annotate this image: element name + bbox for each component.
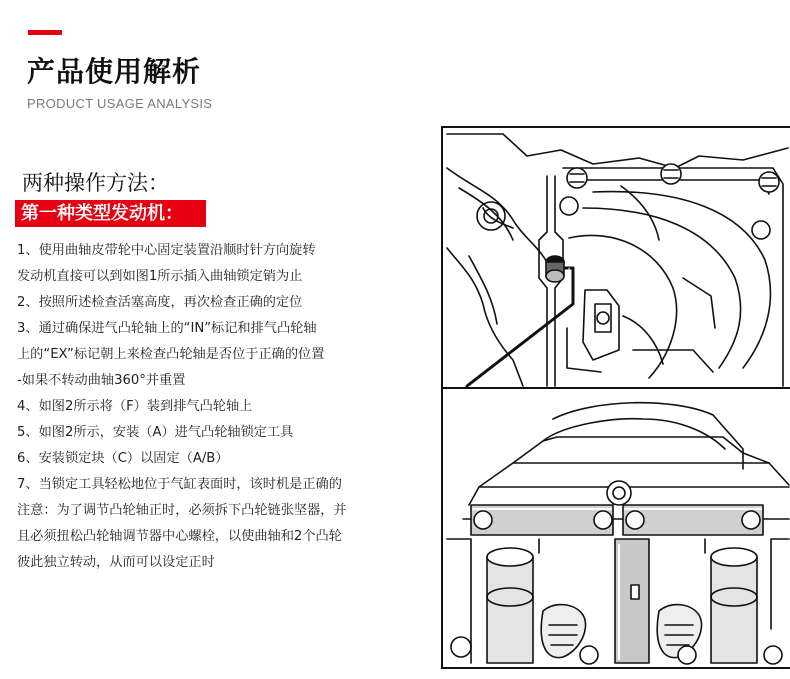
page-title: 产品使用解析: [27, 55, 202, 88]
methods-heading: 两种操作方法：: [22, 171, 169, 195]
title-accent-bar: [28, 30, 62, 35]
step-line: 1、使用曲轴皮带轮中心固定装置沿顺时针方向旋转: [17, 243, 316, 258]
step-line: 上的“EX”标记朝上来检查凸轮轴是否位于正确的位置: [17, 347, 325, 362]
step-line: 2、按照所述检查活塞高度，再次检查正确的定位: [17, 295, 303, 310]
step-line: 6、安装锁定块（C）以固定（A/B）: [17, 451, 229, 466]
step-line: 3、通过确保进气凸轮轴上的“IN”标记和排气凸轮轴: [17, 321, 317, 336]
step-line: 4、如图2所示将（F）装到排气凸轮轴上: [17, 399, 253, 414]
step-line: 7、当锁定工具轻松地位于气缸表面时，该时机是正确的: [17, 477, 342, 492]
step-line: 彼此独立转动，从而可以设定正时: [17, 555, 215, 570]
camshaft-locking-tool-illustration: [441, 387, 790, 669]
engine-crankshaft-locking-pin-illustration: [441, 126, 790, 390]
step-line: -如果不转动曲轴360°并重置: [17, 373, 186, 388]
instruction-steps: [17, 238, 437, 576]
step-line: 且必须扭松凸轮轴调节器中心螺栓，以使曲轴和2个凸轮: [17, 529, 342, 544]
engine-type-label: 第一种类型发动机：: [15, 200, 206, 227]
step-line: 注意：为了调节凸轮轴正时，必须拆下凸轮链张坚器，并: [17, 503, 347, 518]
step-line: 5、如图2所示，安装（A）进气凸轮轴锁定工具: [17, 425, 294, 440]
page-subtitle: PRODUCT USAGE ANALYSIS: [27, 96, 213, 111]
step-line: 发动机直接可以到如图1所示插入曲轴锁定销为止: [17, 269, 303, 284]
